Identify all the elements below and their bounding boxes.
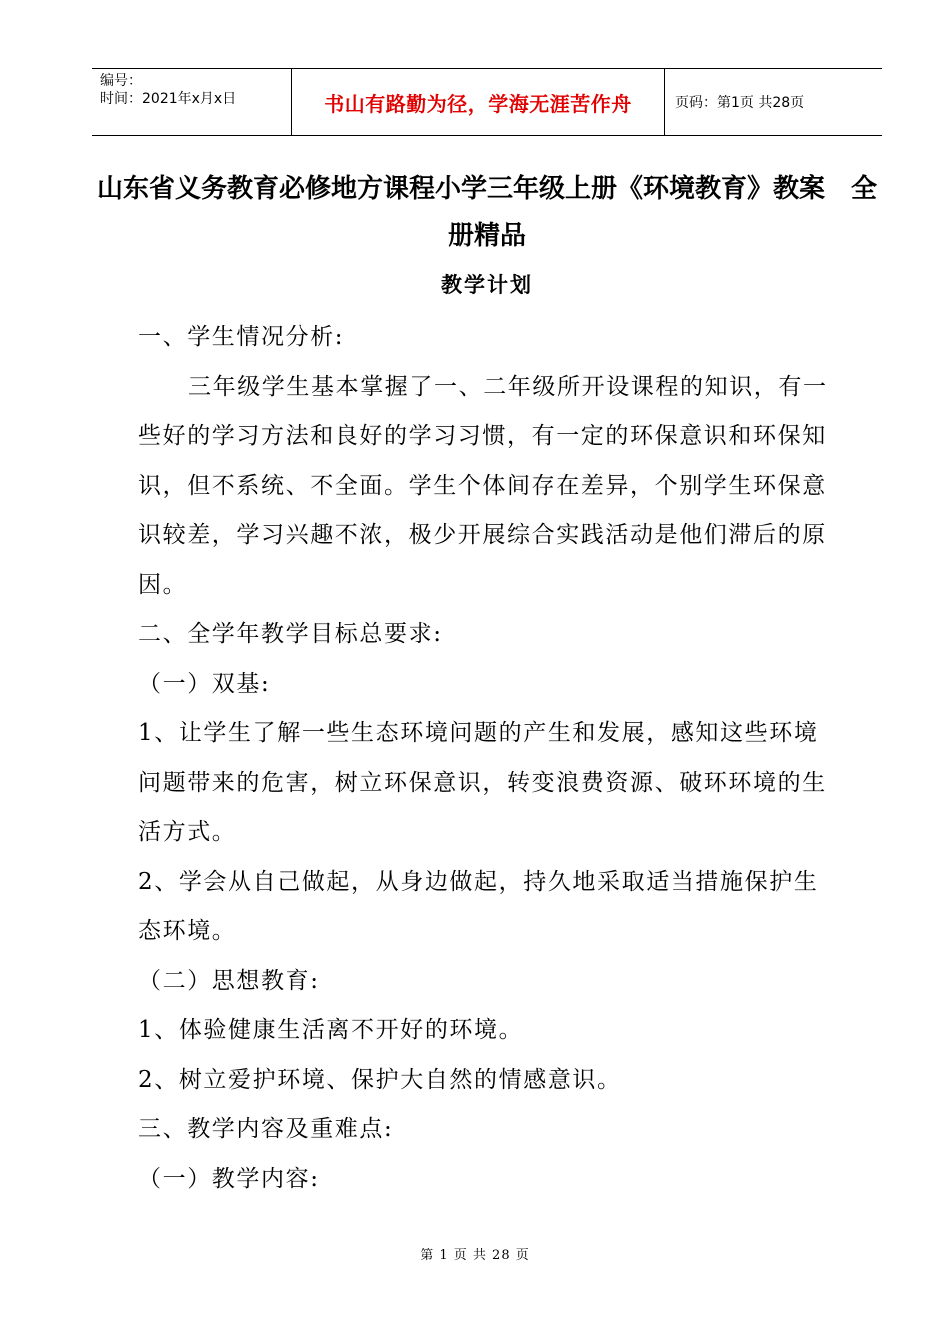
header-time-label: 时间：2021年x月x日 <box>100 91 237 107</box>
header-motto-cell <box>292 69 665 135</box>
subsection-heading: （一）教学内容: <box>138 1165 320 1192</box>
document-title: 山东省义务教育必修地方课程小学三年级上册《环境教育》教案 全册精品 <box>96 174 877 251</box>
header-page-info: 页码：第1页 共28页 <box>675 95 805 111</box>
page-header <box>92 68 882 136</box>
section-heading: 二、全学年教学目标总要求: <box>138 621 443 647</box>
section-heading: 三、教学内容及重难点: <box>138 1116 394 1142</box>
subsection-heading: （二）思想教育: <box>138 967 320 994</box>
document-subtitle: 教学计划 <box>441 272 533 297</box>
list-item: 1、体验健康生活离不开好的环境。 <box>138 1017 524 1043</box>
list-item: 2、树立爱护环境、保护大自然的情感意识。 <box>138 1066 622 1093</box>
header-meta-cell <box>92 69 292 135</box>
header-code-label: 编号： <box>100 73 142 89</box>
header-page-cell <box>665 69 882 135</box>
body-paragraph: 三年级学生基本掌握了一、二年级所开设课程的知识，有一些好的学习方法和良好的学习习惯，有一定的环保意识和环保知识，但不系统、不全面。学生个体间存在差异，个别学生环保意识较差，学习兴趣不浓，极少开展综合实践活动是他们滞后的原因。 <box>138 373 828 598</box>
subsection-heading: （一）双基: <box>138 670 271 697</box>
page-footer: 第 1 页 共 28 页 <box>420 1248 530 1263</box>
section-heading: 一、学生情况分析: <box>138 324 345 350</box>
list-item: 2、学会从自己做起，从身边做起，持久地采取适当措施保护生态环境。 <box>138 868 819 944</box>
document-body <box>138 313 838 1204</box>
list-item: 1、让学生了解一些生态环境问题的产生和发展，感知这些环境问题带来的危害，树立环保意识，转变浪费资源、破环环境的生活方式。 <box>138 720 827 845</box>
header-motto: 书山有路勤为径，学海无涯苦作舟 <box>324 91 632 116</box>
